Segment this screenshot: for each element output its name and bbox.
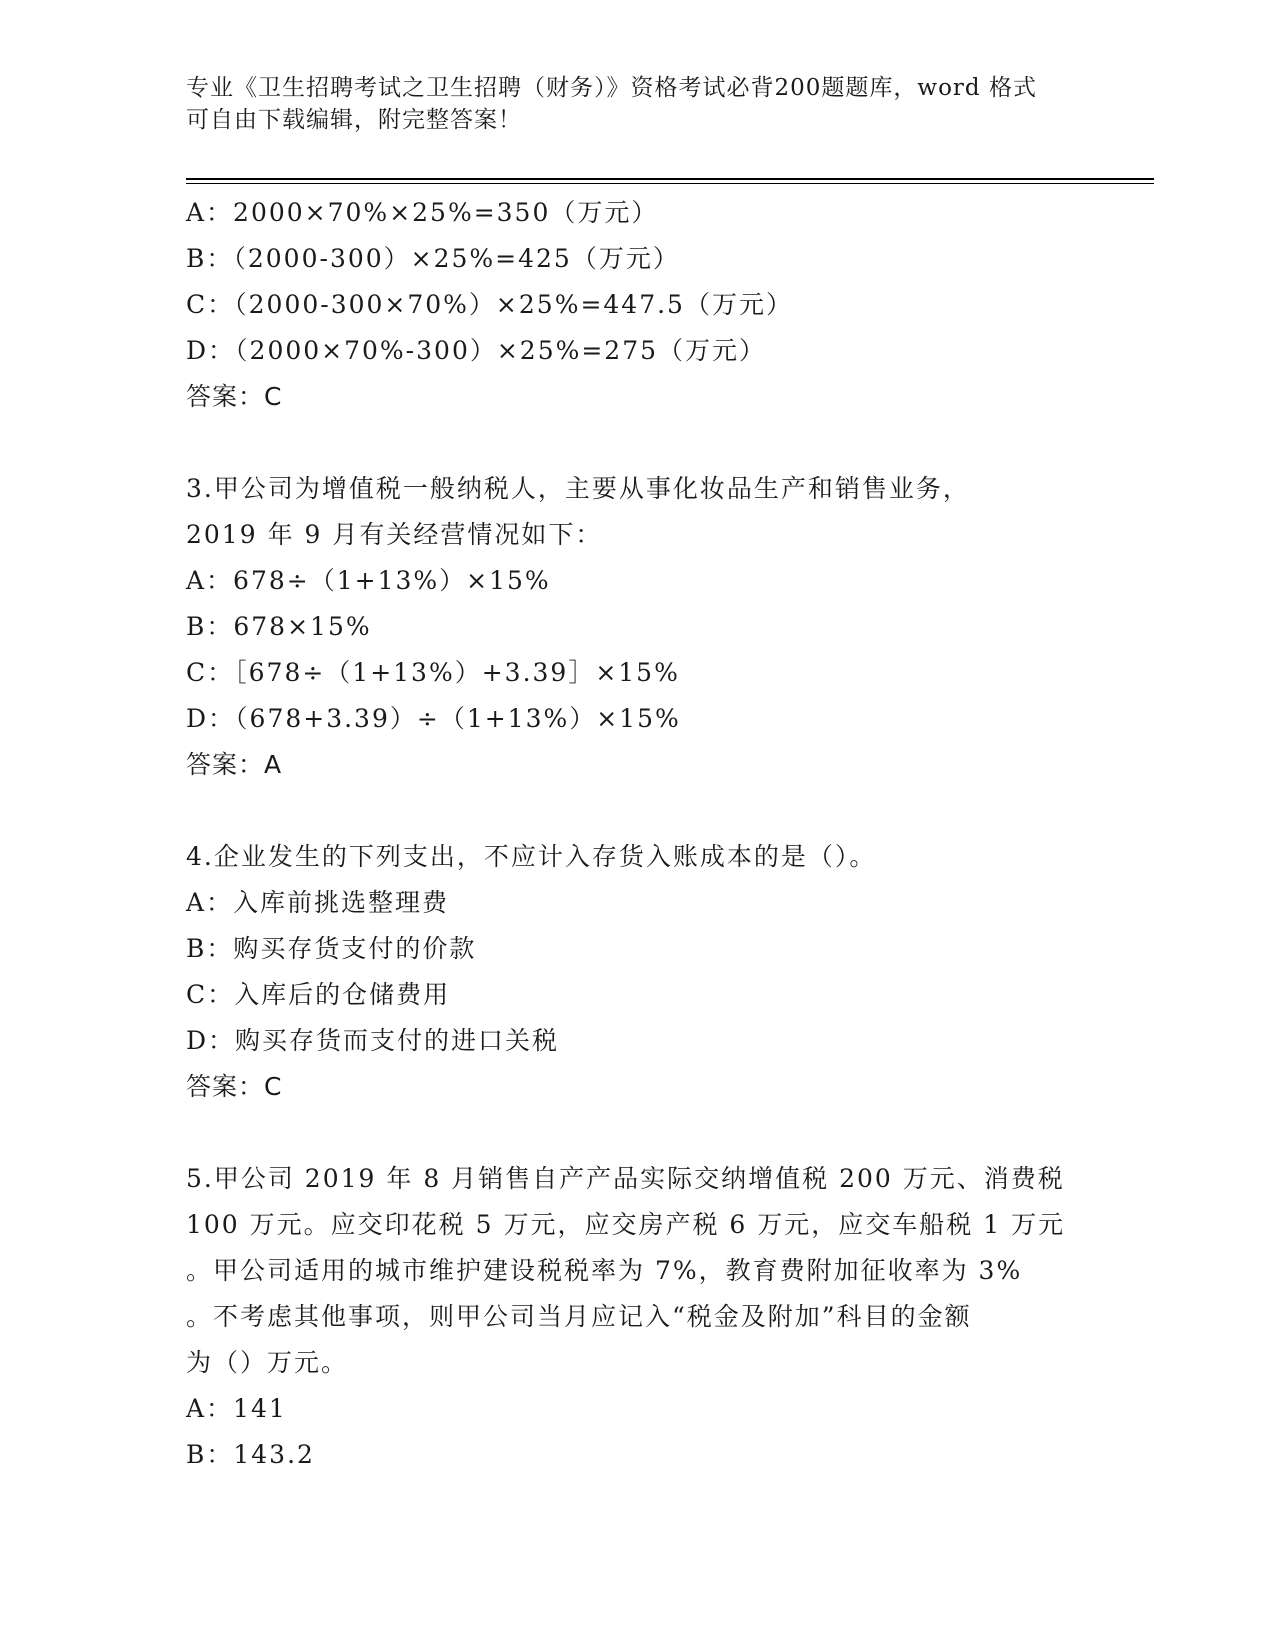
question-list — [186, 190, 1086, 1478]
option-b: B：143.2 — [186, 1440, 315, 1469]
option-b: B：购买存货支付的价款 — [186, 934, 477, 963]
question-4 — [186, 834, 1086, 1110]
option-c: C：［678÷（1+13%）+3.39］×15% — [186, 658, 680, 687]
option-d: D：购买存货而支付的进口关税 — [186, 1026, 560, 1055]
answer-line: 答案：A — [186, 750, 283, 779]
spacer — [186, 788, 1086, 834]
option-c: C：（2000-300×70%）×25%=447.5（万元） — [186, 290, 793, 319]
question-stem: 为（）万元。 — [186, 1348, 349, 1377]
question-stem: 4.企业发生的下列支出，不应计入存货入账成本的是（）。 — [186, 842, 877, 871]
question-stem: 100 万元。应交印花税 5 万元，应交房产税 6 万元，应交车船税 1 万元 — [186, 1210, 1066, 1239]
option-a: A：入库前挑选整理费 — [186, 888, 450, 917]
header-divider-thick — [186, 178, 1154, 180]
question-stem: 。不考虑其他事项，则甲公司当月应记入“税金及附加”科目的金额 — [186, 1302, 972, 1331]
option-b: B：（2000-300）×25%=425（万元） — [186, 244, 680, 273]
option-d: D：（678+3.39）÷（1+13%）×15% — [186, 704, 681, 733]
question-stem: 。甲公司适用的城市维护建设税税率为 7%，教育费附加征收率为 3% — [186, 1256, 1023, 1285]
spacer — [186, 420, 1086, 466]
spacer — [186, 1110, 1086, 1156]
question-2 — [186, 190, 1086, 420]
option-b: B：678×15% — [186, 612, 372, 641]
question-3 — [186, 466, 1086, 788]
header-line-2: 可自由下载编辑，附完整答案！ — [186, 107, 522, 133]
option-a: A：678÷（1+13%）×15% — [186, 566, 551, 595]
answer-line: 答案：C — [186, 1072, 283, 1101]
option-d: D：（2000×70%-300）×25%=275（万元） — [186, 336, 767, 365]
option-a: A：141 — [186, 1394, 287, 1423]
header-line-1: 专业《卫生招聘考试之卫生招聘（财务）》资格考试必背200题题库，word 格式 — [186, 75, 1037, 101]
answer-line: 答案：C — [186, 382, 283, 411]
question-5 — [186, 1156, 1086, 1478]
header-divider-thin — [186, 183, 1154, 184]
question-stem: 5.甲公司 2019 年 8 月销售自产产品实际交纳增值税 200 万元、消费税 — [186, 1164, 1065, 1193]
document-header — [186, 72, 1086, 136]
option-c: C：入库后的仓储费用 — [186, 980, 451, 1009]
question-stem: 2019 年 9 月有关经营情况如下： — [186, 520, 603, 549]
option-a: A：2000×70%×25%=350（万元） — [186, 198, 659, 227]
question-stem: 3.甲公司为增值税一般纳税人，主要从事化妆品生产和销售业务， — [186, 474, 970, 503]
